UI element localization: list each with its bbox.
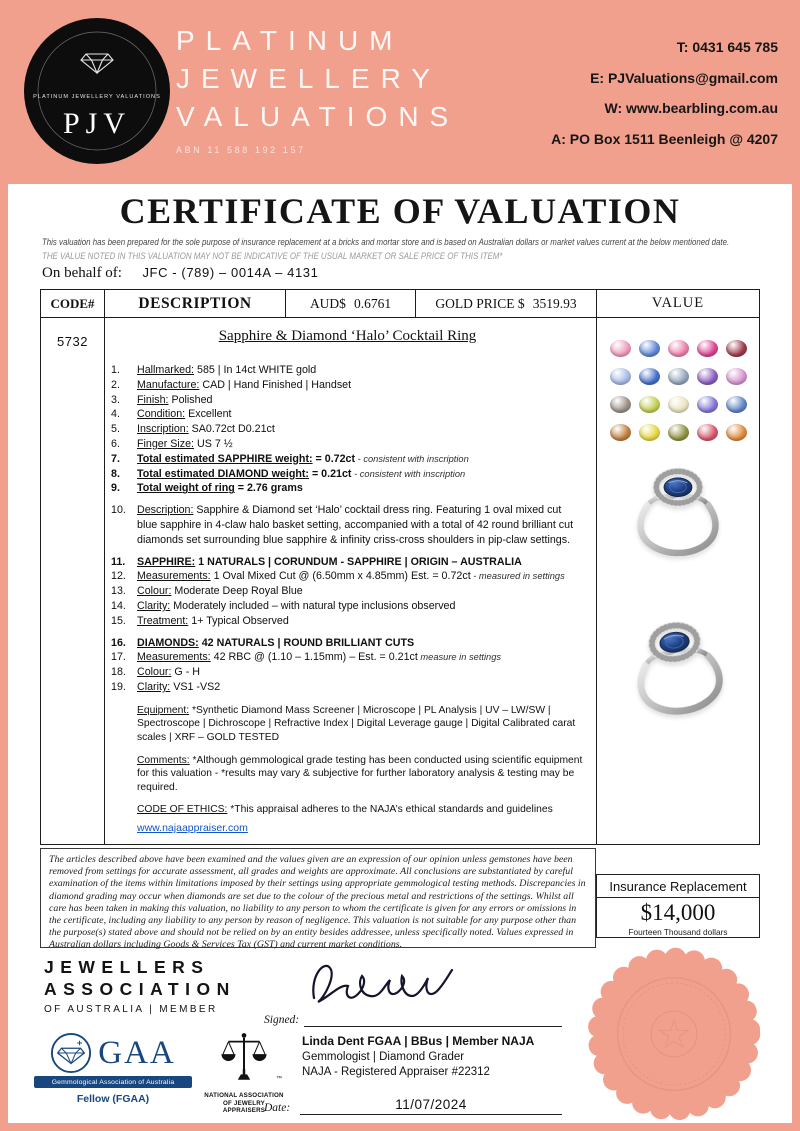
pjv-logo xyxy=(22,16,172,166)
spec-item: 14. Clarity: Moderately included – with natural type inclusions observed xyxy=(111,599,456,612)
contact-line: E: PJValuations@gmail.com xyxy=(590,69,778,86)
gem-swatch xyxy=(610,340,631,357)
aud-rate: 0.6761 xyxy=(353,295,392,311)
comments-paragraph xyxy=(137,754,584,795)
gem-swatch xyxy=(610,396,631,413)
gem-swatch xyxy=(639,340,660,357)
contact-line: W: www.bearbling.com.au xyxy=(604,100,778,116)
certificate-title: CERTIFICATE OF VALUATION xyxy=(119,191,681,231)
spec-list xyxy=(111,363,584,695)
spec-item: 1. Hallmarked: 585 | In 14ct WHITE gold xyxy=(111,364,317,376)
comments-text: *Although gemmological grade testing has been conducted using scientific equipment for this valuation - *results may vary & subjective for further laboratory analysis & testing may be required. xyxy=(137,754,583,793)
gaa-diamond-icon xyxy=(50,1032,92,1074)
spec-item: 9. Total weight of ring = 2.76 grams xyxy=(111,482,303,495)
signed-label: Signed: xyxy=(264,1014,300,1026)
gem-swatch xyxy=(610,368,631,385)
gaa-fellow-label: Fellow (FGAA) xyxy=(76,1093,150,1105)
gem-swatch xyxy=(668,368,689,385)
date-value: 11/07/2024 xyxy=(395,1097,467,1112)
spec-item: 16. DIAMONDS: 42 NATURALS | ROUND BRILLIANT CUTS xyxy=(111,636,415,649)
spec-item: 11. SAPPHIRE: 1 NATURALS | CORUNDUM - SAPPHIRE | ORIGIN – AUSTRALIA xyxy=(111,555,522,568)
spec-item: 5. Inscription: SA0.72ct D0.21ct xyxy=(111,423,275,436)
date-line xyxy=(300,1114,562,1115)
gem-swatch xyxy=(639,396,660,413)
header xyxy=(8,8,792,184)
gaa-banner: Gemmological Association of Australia xyxy=(34,1076,192,1088)
logo-monogram: PJV xyxy=(62,107,132,140)
gem-swatch xyxy=(726,424,747,441)
abn-number: ABN 11 588 192 157 xyxy=(176,145,306,155)
spec-item: 19. Clarity: VS1 -VS2 xyxy=(111,680,221,693)
gem-swatch xyxy=(610,424,631,441)
gem-swatch xyxy=(697,340,718,357)
col-header-aud xyxy=(286,290,416,317)
contact-list xyxy=(551,32,778,154)
spec-item: 17. Measurements: 42 RBC @ (1.10 – 1.15mm) – Est. = 0.21ct measure in settings xyxy=(111,651,502,664)
spec-item: 12. Measurements: 1 Oval Mixed Cut @ (6.50mm x 4.85mm) Est. = 0.72ct - measured in settings xyxy=(111,570,565,583)
table-header-row xyxy=(41,290,759,318)
insurance-amount: $14,000 xyxy=(640,900,716,925)
jaa-line: JEWELLERS xyxy=(44,957,210,977)
contact-line: T: 0431 645 785 xyxy=(676,39,778,55)
gem-swatch xyxy=(668,340,689,357)
ring-illustration xyxy=(617,457,739,565)
col-header-code: CODE# xyxy=(41,290,105,317)
gold-price: 3519.93 xyxy=(532,295,577,311)
ring-photo-2 xyxy=(597,613,759,721)
gaa-logo-block xyxy=(34,1032,192,1105)
item-code: 5732 xyxy=(41,318,105,845)
disclaimer-line-1: This valuation has been prepared for the sole purpose of insurance replacement at a bricks and mortar store and is based on Australian dollars or market values current at the below mentioned date. xyxy=(42,237,730,248)
gem-swatch xyxy=(639,368,660,385)
naja-association-name: NATIONAL ASSOCIATION OF JEWELRY APPRAISERS xyxy=(204,1092,284,1115)
value-column xyxy=(597,318,759,845)
spec-item: 7. Total estimated SAPPHIRE weight: = 0.72ct - consistent with inscription xyxy=(111,452,469,465)
appraiser-name: Linda Dent FGAA | BBus | Member NAJA xyxy=(302,1034,535,1048)
gem-swatch xyxy=(697,368,718,385)
logo-arc-text: PLATINUM JEWELLERY VALUATIONS xyxy=(33,94,161,100)
brand-block xyxy=(176,22,459,155)
table-body xyxy=(41,318,759,845)
gem-swatch xyxy=(668,424,689,441)
jaa-line: OF AUSTRALIA | MEMBER xyxy=(44,1004,218,1015)
col-header-gold-price xyxy=(416,290,597,317)
equipment-label: Equipment: xyxy=(137,704,190,716)
gold-label: GOLD PRICE $ xyxy=(435,295,525,311)
aud-label: AUD$ xyxy=(309,295,346,311)
insurance-box xyxy=(596,874,760,938)
gem-swatch xyxy=(639,424,660,441)
embossed-seal xyxy=(586,946,762,1122)
jaa-member-block xyxy=(44,956,236,1015)
disclaimer-line-2: THE VALUE NOTED IN THIS VALUATION MAY NOT BE INDICATIVE OF THE USUAL MARKET OR SALE PRICE OF THIS ITEM* xyxy=(42,251,503,261)
jaa-line: ASSOCIATION xyxy=(44,979,236,999)
brand-line: PLATINUM xyxy=(176,25,404,56)
on-behalf-label: On behalf of: xyxy=(42,265,122,281)
spec-item: 3. Finish: Polished xyxy=(111,393,213,406)
appraiser-details xyxy=(302,1034,534,1081)
spec-item: 6. Finger Size: US 7 ½ xyxy=(111,437,233,450)
spec-item: 13. Colour: Moderate Deep Royal Blue xyxy=(111,585,303,598)
ring-photo-1 xyxy=(597,457,759,565)
appraiser-registration: NAJA - Registered Appraiser #22312 xyxy=(302,1066,490,1078)
signature-line xyxy=(304,1026,562,1027)
col-header-value: VALUE xyxy=(651,295,705,311)
ring-illustration xyxy=(607,602,750,732)
naja-link[interactable]: www.najaappraiser.com xyxy=(137,821,248,834)
equipment-paragraph xyxy=(137,704,584,745)
ethics-label: CODE OF ETHICS: xyxy=(137,804,228,816)
insurance-title: Insurance Replacement xyxy=(597,875,759,898)
valuation-table xyxy=(40,289,760,845)
brand-line: JEWELLERY xyxy=(176,63,441,94)
gem-grid xyxy=(597,340,759,441)
spec-item: 2. Manufacture: CAD | Hand Finished | Handset xyxy=(111,378,352,391)
on-behalf-value: JFC - (789) – 0014A – 4131 xyxy=(142,265,319,280)
on-behalf-row xyxy=(42,264,318,282)
ethics-text: *This appraisal adheres to the NAJA’s ethical standards and guidelines xyxy=(230,804,553,816)
spec-item: 18. Colour: G - H xyxy=(111,666,200,679)
comments-label: Comments: xyxy=(137,754,190,766)
scales-icon xyxy=(217,1030,271,1086)
spec-item: 10. Description: Sapphire & Diamond set ‘Halo’ cocktail dress ring. Featuring 1 oval mixed cut blue sapphire in 4-claw halo basket setting, accompanied with a total of 42 round brilliant cut diamonds set surrounding blue sapphire & infinity criss-cross shoulders in pip-claw settings. xyxy=(111,504,574,546)
signature xyxy=(300,946,510,1018)
gem-swatch xyxy=(726,396,747,413)
brand-line: VALUATIONS xyxy=(176,101,460,132)
appraiser-role: Gemmologist | Diamond Grader xyxy=(302,1050,465,1063)
gem-swatch xyxy=(726,340,747,357)
gem-swatch xyxy=(697,424,718,441)
ethics-paragraph xyxy=(137,803,584,817)
gem-swatch xyxy=(668,396,689,413)
legal-disclaimer: The articles described above have been examined and the values given are an expression of our opinion unless gemstones have been removed from settings for accurate assessment, all grades and weights are approximate. All conclusions are substantiated by careful examination of the items within limitations imposed by their settings using appropriate gemmological testing methods. Discrepancies in diamond grading may occur when diamonds are set due to the colour of the precious metal and restrictions of the settings. Whilst all care has been taken in making this valuation, no liability to any person to whom the certificate is given for any errors or omissions in the certificate, including any liability to any person by reason of negligence. This valuation is not suitable for any purpose other than the purpose(s) stated above and should not be relied on by an entity besides addressee, unless specifically noted. Values expressed in Australian dollars including Goods & Services Tax (GST) and current market conditions. xyxy=(40,848,596,948)
gem-swatch xyxy=(726,368,747,385)
equipment-text: *Synthetic Diamond Mass Screener | Microscope | PL Analysis | UV – LW/SW | Spectroscope | Dichroscope | Refractive Index | Digital Leverage gauge | Digital Calibrated carat scales | XRF – GOLD TESTED xyxy=(137,704,576,743)
naja-trademark: ™ xyxy=(276,1076,282,1082)
spec-item: 4. Condition: Excellent xyxy=(111,408,232,421)
spec-item: 8. Total estimated DIAMOND weight: = 0.21ct - consistent with inscription xyxy=(111,467,466,480)
item-title: Sapphire & Diamond ‘Halo’ Cocktail Ring xyxy=(218,328,477,344)
contact-line: A: PO Box 1511 Beenleigh @ 4207 xyxy=(551,130,778,147)
description-column xyxy=(105,318,597,845)
col-header-description: DESCRIPTION xyxy=(105,290,286,317)
insurance-amount-words: Fourteen Thousand dollars xyxy=(628,927,728,937)
date-label: Date: xyxy=(264,1102,291,1114)
spec-item: 15. Treatment: 1+ Typical Observed xyxy=(111,614,289,627)
gaa-monogram: GAA xyxy=(98,1034,176,1071)
gem-swatch xyxy=(697,396,718,413)
